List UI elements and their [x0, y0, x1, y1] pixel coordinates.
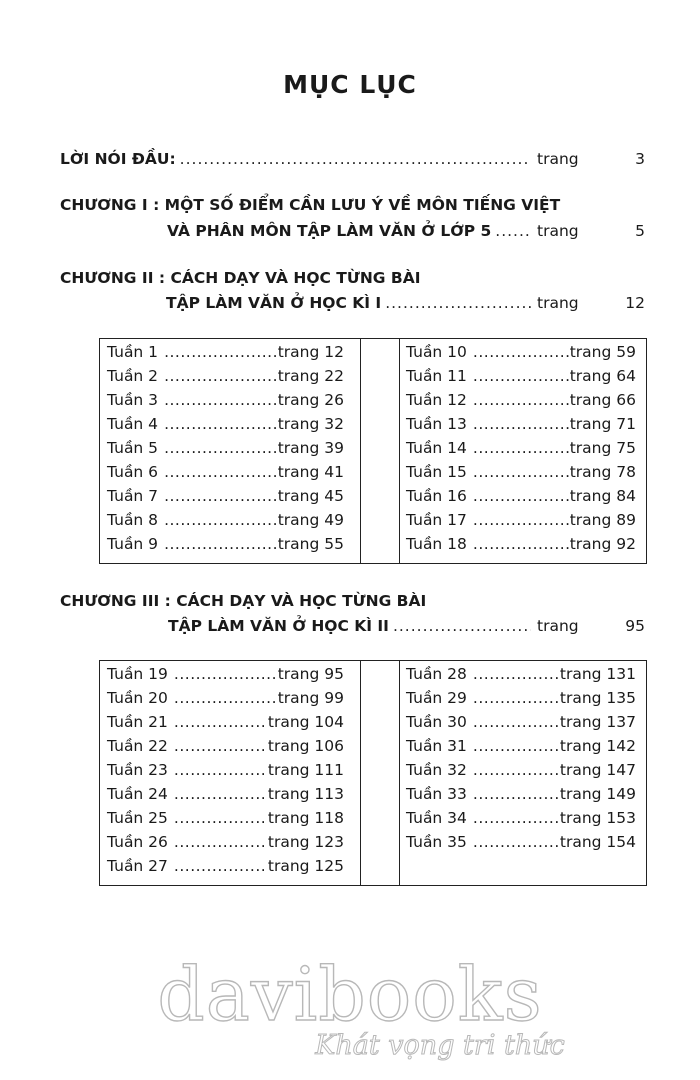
week-page: trang 84 [569, 487, 636, 505]
weeks-column-left [100, 661, 360, 885]
toc-page-number: 95 [625, 617, 645, 635]
week-label: Tuần 10 [406, 343, 467, 361]
week-page: trang 26 [277, 391, 344, 409]
week-page: trang 49 [277, 511, 344, 529]
week-page: trang 95 [277, 665, 344, 683]
week-page: trang 104 [267, 713, 344, 731]
week-page: trang 78 [569, 463, 636, 481]
week-row[interactable] [107, 415, 344, 439]
week-page: trang 147 [559, 761, 636, 779]
toc-entry-ch2-line1 [60, 269, 421, 287]
week-row[interactable] [406, 535, 636, 559]
toc-leader [164, 487, 277, 505]
week-row[interactable] [406, 737, 636, 761]
week-row[interactable] [406, 761, 636, 785]
week-label: Tuần 12 [406, 391, 467, 409]
week-row[interactable] [406, 511, 636, 535]
weeks-column-left [100, 339, 360, 563]
week-label: Tuần 28 [406, 665, 467, 683]
toc-entry-ch3-line1 [60, 592, 426, 610]
watermark-tagline: Khát vọng tri thức [315, 1030, 565, 1061]
week-label: Tuần 7 [107, 487, 159, 505]
week-row[interactable] [107, 857, 344, 881]
week-label: Tuần 15 [406, 463, 467, 481]
toc-entry-ch1[interactable] [167, 222, 645, 240]
toc-label: CHƯƠNG II : CÁCH DẠY VÀ HỌC TỪNG BÀI [60, 269, 421, 287]
toc-leader [473, 463, 569, 481]
toc-leader [473, 535, 569, 553]
week-label: Tuần 32 [406, 761, 467, 779]
week-label: Tuần 24 [107, 785, 168, 803]
week-page: trang 99 [277, 689, 344, 707]
week-page: trang 75 [569, 439, 636, 457]
week-row[interactable] [107, 689, 344, 713]
week-page: trang 111 [267, 761, 344, 779]
toc-leader [473, 689, 559, 707]
week-page: trang 22 [277, 367, 344, 385]
week-label: Tuần 16 [406, 487, 467, 505]
week-label: Tuần 17 [406, 511, 467, 529]
toc-page-word: trang [537, 294, 579, 312]
week-page: trang 59 [569, 343, 636, 361]
week-label: Tuần 21 [107, 713, 168, 731]
toc-leader [174, 737, 267, 755]
weeks-column-right [400, 661, 646, 885]
week-label: Tuần 19 [107, 665, 168, 683]
toc-leader [473, 343, 569, 361]
week-row[interactable] [107, 535, 344, 559]
toc-leader [174, 785, 267, 803]
toc-label: LỜI NÓI ĐẦU: [60, 150, 176, 168]
toc-leader [174, 761, 267, 779]
week-page: trang 41 [277, 463, 344, 481]
week-page: trang 92 [569, 535, 636, 553]
toc-leader [473, 415, 569, 433]
week-row[interactable] [406, 833, 636, 857]
week-label: Tuần 25 [107, 809, 168, 827]
week-label: Tuần 23 [107, 761, 168, 779]
toc-leader [180, 150, 531, 168]
toc-leader [164, 535, 277, 553]
toc-label: TẬP LÀM VĂN Ở HỌC KÌ I [166, 294, 382, 312]
toc-leader [164, 367, 277, 385]
toc-page-word: trang [537, 617, 579, 635]
toc-page-number: 5 [635, 222, 645, 240]
toc-leader [473, 511, 569, 529]
toc-leader [174, 665, 277, 683]
toc-leader [164, 343, 277, 361]
week-label: Tuần 4 [107, 415, 159, 433]
toc-leader [495, 222, 531, 240]
week-row[interactable] [107, 463, 344, 487]
week-page: trang 125 [267, 857, 344, 875]
toc-leader [473, 391, 569, 409]
toc-leader [164, 415, 277, 433]
column-divider [360, 339, 400, 563]
week-label: Tuần 1 [107, 343, 159, 361]
weeks-column-right [400, 339, 646, 563]
week-row[interactable] [107, 343, 344, 367]
week-label: Tuần 30 [406, 713, 467, 731]
toc-page-word: trang [537, 222, 579, 240]
week-row[interactable] [107, 713, 344, 737]
week-row[interactable] [107, 761, 344, 785]
week-label: Tuần 13 [406, 415, 467, 433]
week-page: trang 137 [559, 713, 636, 731]
week-label: Tuần 29 [406, 689, 467, 707]
week-page: trang 113 [267, 785, 344, 803]
week-row[interactable] [406, 391, 636, 415]
toc-leader [164, 439, 277, 457]
week-page: trang 123 [267, 833, 344, 851]
week-label: Tuần 31 [406, 737, 467, 755]
toc-label: CHƯƠNG III : CÁCH DẠY VÀ HỌC TỪNG BÀI [60, 592, 427, 610]
week-page: trang 32 [277, 415, 344, 433]
week-row[interactable] [406, 415, 636, 439]
weeks-box-semester-2 [99, 660, 647, 886]
toc-leader [174, 689, 277, 707]
week-page: trang 131 [559, 665, 636, 683]
week-page: trang 89 [569, 511, 636, 529]
toc-page-word: trang [537, 150, 579, 168]
week-label: Tuần 5 [107, 439, 159, 457]
week-row[interactable] [107, 487, 344, 511]
toc-label: VÀ PHÂN MÔN TẬP LÀM VĂN Ở LỚP 5 [167, 222, 492, 240]
week-label: Tuần 26 [107, 833, 168, 851]
week-label: Tuần 27 [107, 857, 168, 875]
toc-leader [473, 439, 569, 457]
toc-leader [473, 487, 569, 505]
week-page: trang 39 [277, 439, 344, 457]
week-row[interactable] [107, 737, 344, 761]
week-page: trang 12 [277, 343, 344, 361]
week-row[interactable] [406, 689, 636, 713]
toc-leader [174, 713, 267, 731]
week-page: trang 135 [559, 689, 636, 707]
week-row[interactable] [406, 343, 636, 367]
toc-leader [473, 665, 559, 683]
week-label: Tuần 2 [107, 367, 159, 385]
week-row[interactable] [406, 713, 636, 737]
toc-leader [473, 833, 559, 851]
toc-leader [473, 809, 559, 827]
toc-entry-preface[interactable] [60, 150, 645, 168]
toc-leader [164, 511, 277, 529]
week-page: trang 55 [277, 535, 344, 553]
week-row[interactable] [406, 487, 636, 511]
week-row[interactable] [107, 511, 344, 535]
week-label: Tuần 33 [406, 785, 467, 803]
toc-leader [385, 294, 531, 312]
week-row[interactable] [107, 391, 344, 415]
week-label: Tuần 20 [107, 689, 168, 707]
week-label: Tuần 9 [107, 535, 159, 553]
week-row[interactable] [107, 809, 344, 833]
weeks-box-semester-1 [99, 338, 647, 564]
toc-leader [393, 617, 531, 635]
week-page: trang 71 [569, 415, 636, 433]
week-label: Tuần 8 [107, 511, 159, 529]
week-row[interactable] [107, 833, 344, 857]
week-row[interactable] [107, 439, 344, 463]
toc-leader [174, 833, 267, 851]
week-label: Tuần 14 [406, 439, 467, 457]
week-row[interactable] [406, 785, 636, 809]
watermark-logo: davibooks [157, 952, 543, 1038]
column-divider [360, 661, 400, 885]
toc-leader [473, 737, 559, 755]
week-row[interactable] [107, 367, 344, 391]
week-row[interactable] [406, 439, 636, 463]
toc-page-number: 3 [635, 150, 645, 168]
page-title: MỤC LỤC [283, 70, 417, 99]
week-label: Tuần 35 [406, 833, 467, 851]
week-page: trang 64 [569, 367, 636, 385]
week-row[interactable] [107, 785, 344, 809]
week-page: trang 154 [559, 833, 636, 851]
week-row[interactable] [406, 463, 636, 487]
week-label: Tuần 3 [107, 391, 159, 409]
toc-leader [174, 809, 267, 827]
week-row[interactable] [406, 367, 636, 391]
week-page: trang 106 [267, 737, 344, 755]
toc-label: TẬP LÀM VĂN Ở HỌC KÌ II [168, 617, 389, 635]
week-row[interactable] [406, 665, 636, 689]
toc-leader [473, 761, 559, 779]
toc-leader [473, 785, 559, 803]
toc-page-number: 12 [625, 294, 645, 312]
week-label: Tuần 11 [406, 367, 467, 385]
toc-label: CHƯƠNG I : MỘT SỐ ĐIỂM CẦN LƯU Ý VỀ MÔN TIẾNG VIỆT [60, 196, 561, 214]
week-row[interactable] [107, 665, 344, 689]
toc-entry-ch3[interactable] [168, 617, 645, 635]
week-label: Tuần 22 [107, 737, 168, 755]
toc-leader [473, 713, 559, 731]
toc-leader [174, 857, 267, 875]
week-page: trang 45 [277, 487, 344, 505]
week-page: trang 66 [569, 391, 636, 409]
toc-leader [164, 391, 277, 409]
week-label: Tuần 34 [406, 809, 467, 827]
toc-leader [164, 463, 277, 481]
week-page: trang 118 [267, 809, 344, 827]
week-label: Tuần 6 [107, 463, 159, 481]
week-page: trang 149 [559, 785, 636, 803]
week-page: trang 153 [559, 809, 636, 827]
week-row[interactable] [406, 809, 636, 833]
toc-entry-ch1-line1 [60, 196, 560, 214]
week-label: Tuần 18 [406, 535, 467, 553]
toc-entry-ch2[interactable] [166, 294, 645, 312]
toc-leader [473, 367, 569, 385]
week-page: trang 142 [559, 737, 636, 755]
